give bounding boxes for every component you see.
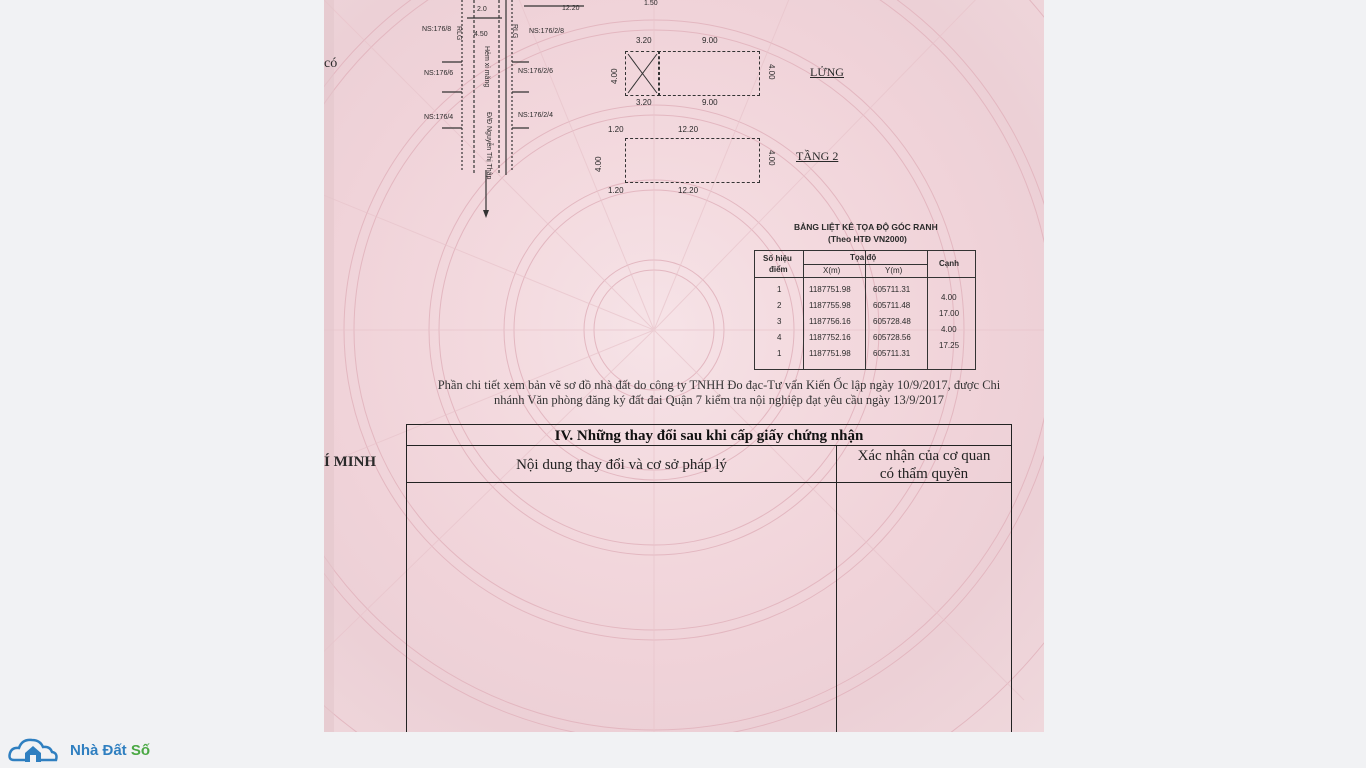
- changes-table: [406, 424, 1012, 732]
- parcel-176-4: NS:176/4: [424, 114, 454, 121]
- parcel-176-2-8: NS:176/2/8: [529, 28, 565, 35]
- lung-bot-a: 3.20: [636, 98, 652, 107]
- coord-table-title: BẢNG LIỆT KÊ TỌA ĐỘ GÓC RANH: [794, 222, 938, 232]
- row-2-x: 1187755.98: [809, 301, 851, 310]
- row-3-id: 3: [777, 317, 782, 326]
- row-1-y: 605711.31: [873, 285, 911, 294]
- certificate-page: [324, 0, 1044, 732]
- row-5-x: 1187751.98: [809, 349, 851, 358]
- tang2-room-box: [625, 138, 760, 183]
- alley-label: Hẻm xi măng: [483, 46, 490, 88]
- tang2-top-a: 1.20: [608, 125, 624, 134]
- house-cloud-icon: [8, 734, 66, 766]
- lung-room-box: [658, 51, 760, 96]
- hdr-y: Y(m): [885, 266, 903, 275]
- survey-note: [424, 378, 1014, 408]
- changes-col-confirmation-line-2: có thẩm quyền: [879, 466, 969, 482]
- parcel-176-2-6: NS:176/2/6: [518, 68, 554, 75]
- parcel-176-8: NS:176/8: [422, 26, 452, 33]
- rlg-left: RLG: [455, 26, 462, 41]
- row-2-id: 2: [777, 301, 782, 310]
- brand-text: Nhà Đất: [70, 741, 131, 759]
- tang2-top-b: 12.20: [678, 125, 699, 134]
- hdr-so-hieu: Số hiệu: [763, 254, 792, 263]
- brand-watermark: [8, 734, 150, 766]
- parcel-176-2-4: NS:176/2/4: [518, 112, 554, 119]
- hdr-diem: điểm: [769, 265, 788, 274]
- margin-text-co: có: [324, 56, 338, 71]
- tang2-left: 4.00: [594, 156, 603, 172]
- coord-table-subtitle: (Theo HTĐ VN2000): [828, 234, 907, 244]
- brand-name: [70, 742, 150, 759]
- dim-alley-width: 4.50: [474, 31, 488, 38]
- row-1-x: 1187751.98: [809, 285, 851, 294]
- hdr-toa-do: Tọa độ: [850, 253, 877, 262]
- row-5-id: 1: [777, 349, 782, 358]
- tang2-label: TẦNG 2: [796, 149, 839, 163]
- changes-col-confirmation: [837, 447, 1011, 483]
- row-2-y: 605711.48: [873, 301, 911, 310]
- stair-cross-icon: [625, 51, 660, 96]
- hdr-x: X(m): [823, 266, 841, 275]
- coord-table: [754, 250, 976, 370]
- changes-table-title: IV. Những thay đổi sau khi cấp giấy chứng nhận: [407, 425, 1011, 446]
- edge-2-3: 17.00: [939, 309, 960, 318]
- hdr-canh: Cạnh: [939, 259, 959, 268]
- row-3-x: 1187756.16: [809, 317, 851, 326]
- parcel-176-6: NS:176/6: [424, 70, 454, 77]
- dim-top-2: 2.0: [477, 6, 487, 13]
- tang2-bot-b: 12.20: [678, 186, 699, 195]
- tang2-right: 4.00: [767, 150, 776, 166]
- row-5-y: 605711.31: [873, 349, 911, 358]
- lung-top-a: 3.20: [636, 36, 652, 45]
- edge-3-4: 4.00: [941, 325, 957, 334]
- tang2-bot-a: 1.20: [608, 186, 624, 195]
- changes-col-confirmation-line-1: Xác nhận của cơ quan: [857, 448, 991, 464]
- lung-left: 4.00: [610, 68, 619, 84]
- edge-4-1: 17.25: [939, 341, 960, 350]
- brand-text-accent: Số: [130, 741, 151, 759]
- lung-top-b: 9.00: [702, 36, 718, 45]
- row-1-id: 1: [777, 285, 782, 294]
- dim-top-1220: 12.20: [562, 5, 580, 12]
- row-4-id: 4: [777, 333, 782, 342]
- row-3-y: 605728.48: [873, 317, 911, 326]
- changes-col-content: Nội dung thay đổi và cơ sở pháp lý: [516, 457, 727, 473]
- row-4-y: 605728.56: [873, 333, 911, 342]
- survey-note-line-2: nhánh Văn phòng đăng ký đất đai Quận 7 kiểm tra nội nghiệp đạt yêu cầu ngày 13/9/2017: [493, 393, 945, 407]
- rlg-right: RLG: [511, 24, 518, 39]
- lung-bot-b: 9.00: [702, 98, 718, 107]
- lung-right: 4.00: [767, 64, 776, 80]
- dim-top-150: 1.50: [644, 0, 658, 7]
- survey-note-line-1: Phần chi tiết xem bản vẽ sơ đồ nhà đất do công ty TNHH Đo đạc-Tư vấn Kiến Ốc lập ngày 10/9/2017, được Chi: [437, 378, 1001, 392]
- street-label: Đ/Đ Nguyễn Thị Thập: [485, 112, 492, 180]
- row-4-x: 1187752.16: [809, 333, 851, 342]
- edge-1-2: 4.00: [941, 293, 957, 302]
- lung-label: LỬNG: [810, 65, 844, 79]
- margin-text-minh: Í MINH: [324, 454, 377, 470]
